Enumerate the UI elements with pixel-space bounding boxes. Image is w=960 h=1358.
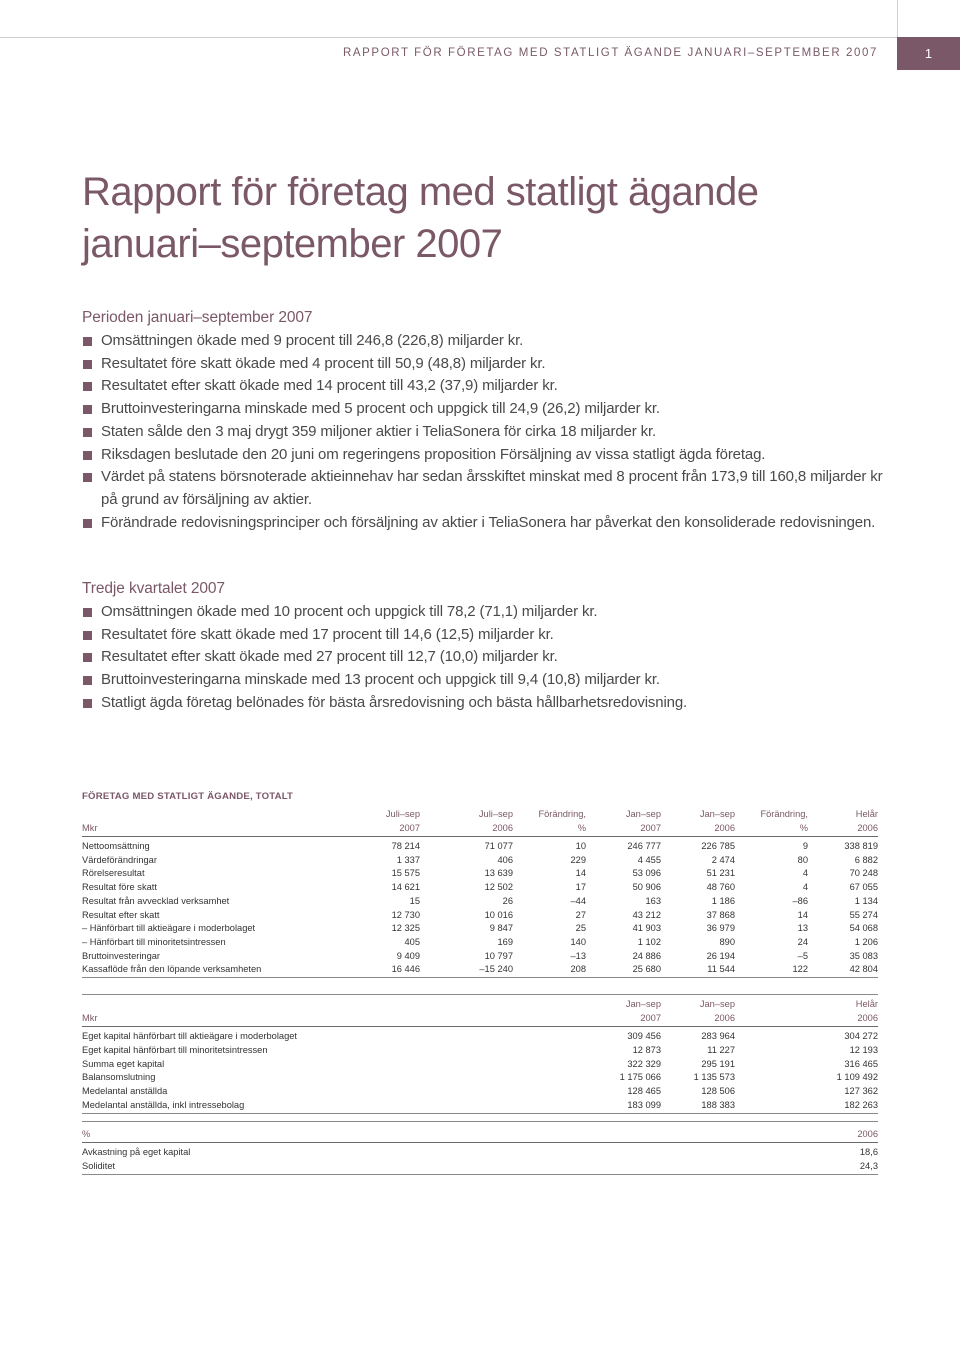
bullet-square-icon (83, 676, 92, 685)
bullet-text: Bruttoinvesteringarna minskade med 5 procent och uppgick till 24,9 (26,2) miljarder kr. (101, 400, 660, 418)
bullet-square-icon (83, 405, 92, 414)
table-cell: 12 193 (849, 1045, 878, 1055)
bullet-text: Omsättningen ökade med 10 procent och uppgick till 78,2 (71,1) miljarder kr. (101, 603, 598, 620)
bullet-text: Förändrade redovisningsprinciper och försäljning av aktier i TeliaSonera har påverkat den konsoliderade redovisningen. (101, 513, 876, 531)
table-cell: 1 102 (637, 936, 661, 947)
table-cell: 1 186 (711, 895, 735, 906)
table-cell: 11 227 (707, 1045, 735, 1055)
table-header-row (82, 1012, 878, 1027)
table-cell: 17 (575, 882, 586, 893)
bullet-square-icon (83, 337, 92, 346)
table-cell: 12 873 (632, 1045, 661, 1055)
quarter-section (82, 580, 902, 715)
table-row (82, 1085, 878, 1099)
table-cell: 70 248 (849, 868, 878, 879)
table-cell: 9 (802, 841, 808, 851)
table-cell: 122 (735, 963, 808, 977)
table-cell: 35 083 (849, 950, 878, 961)
table-cell: 25 680 (586, 963, 661, 977)
page-title-line1: Rapport för företag med statligt ägande (82, 170, 759, 214)
table-cell: –13 (570, 950, 586, 961)
table-cell: 15 (409, 895, 420, 906)
table-cell: % (513, 822, 586, 837)
table-cell: 309 456 (627, 1031, 661, 1042)
table-cell: 316 465 (844, 1058, 878, 1069)
table-cell: 43 212 (632, 909, 661, 920)
table-cell: 10 797 (484, 950, 513, 961)
table-cell: 246 777 (627, 841, 661, 851)
table-cell: 51 231 (706, 868, 735, 879)
bullet-square-icon (83, 653, 92, 662)
row-label: Medelantal anställda (82, 1086, 168, 1097)
bullet-item (82, 375, 902, 398)
table-cell: 15 575 (391, 868, 420, 879)
table-cell: 890 (719, 936, 735, 947)
table-cell: 188 383 (661, 1099, 735, 1113)
table-row (82, 836, 878, 854)
table-row (82, 1044, 878, 1058)
bullet-item (82, 512, 902, 535)
table-cell: 182 263 (735, 1099, 878, 1113)
table-cell: 80 (797, 854, 808, 865)
table-cell: 338 819 (844, 841, 878, 851)
table-cell: Förändring, (538, 809, 586, 819)
table-cell: 13 639 (484, 868, 513, 879)
row-label (82, 995, 586, 1013)
row-label: Summa eget kapital (82, 1058, 165, 1069)
table-header-row (82, 822, 878, 837)
bullet-item (82, 669, 902, 692)
table-cell: Helår (855, 809, 878, 819)
table-cell: 24 886 (632, 950, 661, 961)
bullet-square-icon (83, 699, 92, 708)
table-cell: Juli–sep (478, 809, 513, 819)
table-cell: Juli–sep (385, 809, 420, 819)
page-title (82, 166, 758, 270)
bullet-item (82, 398, 902, 421)
table-cell: 37 868 (706, 909, 735, 920)
bullet-item (82, 353, 902, 376)
bullet-text: Staten sålde den 3 maj drygt 359 miljoner aktier i TeliaSonera för cirka 18 miljarder kr. (101, 422, 656, 440)
row-label: Värdeförändringar (82, 854, 157, 865)
table-cell: 295 191 (701, 1058, 735, 1069)
row-label: – Hänförbart till aktieägare i moderbolaget (82, 923, 256, 934)
table-cell: 2006 (735, 1012, 878, 1027)
table-cell: Jan–sep (661, 995, 735, 1013)
table-cell: 406 (497, 854, 513, 865)
table-cell: 71 077 (484, 841, 513, 851)
table-row (82, 867, 878, 881)
row-label: % (82, 1122, 782, 1143)
row-label: – Hänförbart till minoritetsintressen (82, 936, 226, 947)
bullet-square-icon (83, 608, 92, 617)
table-cell: 26 194 (706, 950, 735, 961)
row-label: Mkr (82, 822, 327, 837)
bullet-text: Resultatet efter skatt ökade med 27 procent till 12,7 (10,0) miljarder kr. (101, 648, 558, 666)
table-cell: 13 (797, 923, 808, 934)
bullet-square-icon (83, 519, 92, 528)
table-row (82, 963, 878, 977)
table-row (82, 1160, 878, 1174)
period-heading: Perioden januari–september 2007 (82, 309, 313, 326)
table-cell: 163 (645, 895, 661, 906)
table-cell: 1 109 492 (836, 1072, 878, 1083)
bullet-square-icon (83, 473, 92, 482)
table-cell: 169 (497, 936, 513, 947)
row-label: Resultat före skatt (82, 882, 157, 893)
running-title: RAPPORT FÖR FÖRETAG MED STATLIGT ÄGANDE JANUARI–SEPTEMBER 2007 (342, 47, 878, 59)
table-title: FÖRETAG MED STATLIGT ÄGANDE, TOTALT (82, 791, 294, 802)
header-divider (897, 0, 898, 37)
table-cell: 67 055 (849, 882, 878, 893)
table-cell: 2006 (782, 1122, 878, 1143)
period-bullets (82, 330, 902, 534)
header-rule (0, 37, 960, 38)
quarter-heading: Tredje kvartalet 2007 (82, 580, 225, 597)
row-label: Kassaflöde från den löpande verksamheten (82, 963, 327, 977)
table-row (82, 1058, 878, 1072)
bullet-item (82, 466, 902, 511)
table-cell: 14 (797, 909, 808, 920)
balance-table (82, 994, 878, 1114)
table-cell: 9 409 (396, 950, 420, 961)
table-cell: 14 621 (391, 882, 420, 893)
table-cell: 1 337 (396, 854, 420, 865)
table-cell: –44 (570, 895, 586, 906)
table-cell: 12 502 (484, 882, 513, 893)
page-number: 1 (897, 37, 960, 70)
table-cell: 1 175 066 (619, 1072, 661, 1083)
table-cell: 25 (575, 923, 586, 934)
table-cell: 1 206 (854, 936, 878, 947)
table-cell: 2006 (661, 1012, 735, 1027)
row-label: Medelantal anställda, inkl intressebolag (82, 1099, 586, 1113)
table-cell: Jan–sep (586, 995, 661, 1013)
table-cell: 1 134 (854, 895, 878, 906)
period-section (82, 309, 902, 534)
row-label: Eget kapital hänförbart till minoritetsintressen (82, 1045, 268, 1055)
row-label: Nettoomsättning (82, 841, 150, 851)
bullet-text: Bruttoinvesteringarna minskade med 13 procent och uppgick till 9,4 (10,8) miljarder kr. (101, 671, 660, 689)
bullet-text: Statligt ägda företag belönades för bästa årsredovisning och bästa hållbarhetsredovisning. (101, 693, 688, 711)
table-row (82, 936, 878, 950)
bullet-text: Omsättningen ökade med 9 procent till 246,8 (226,8) miljarder kr. (101, 332, 524, 349)
bullet-square-icon (83, 360, 92, 369)
bullet-text: Resultatet före skatt ökade med 4 procent till 50,9 (48,8) miljarder kr. (101, 354, 546, 372)
table-cell: 10 016 (484, 909, 513, 920)
table-row (82, 922, 878, 936)
bullet-text: Resultatet före skatt ökade med 17 procent till 14,6 (12,5) miljarder kr. (101, 625, 554, 643)
table-cell: 283 964 (701, 1031, 735, 1042)
row-label: Mkr (82, 1012, 586, 1027)
table-cell: 6 882 (854, 854, 878, 865)
table-cell: 229 (570, 854, 586, 865)
table-cell: 48 760 (706, 882, 735, 893)
table-cell: 11 544 (661, 963, 735, 977)
table-cell: 2007 (586, 822, 661, 837)
row-label: Resultat efter skatt (82, 909, 160, 920)
table-row (82, 1071, 878, 1085)
table-cell: 4 (802, 868, 808, 879)
table-cell: 183 099 (586, 1099, 661, 1113)
table-cell: 54 068 (849, 923, 878, 934)
table-row (82, 1099, 878, 1113)
table-cell: 36 979 (706, 923, 735, 934)
results-table (82, 808, 878, 978)
table-cell: 322 329 (627, 1058, 661, 1069)
table-cell: 304 272 (844, 1031, 878, 1042)
bullet-text: Värdet på statens börsnoterade aktieinnehav har sedan årsskiftet minskat med 8 procent från 173,9 till 160,8 miljarder kr på grund av försäljning av aktier. (101, 468, 883, 508)
ratio-table (82, 1121, 878, 1175)
table-cell: 14 (575, 868, 586, 879)
table-cell: 128 465 (627, 1086, 661, 1097)
table-cell: 128 506 (701, 1086, 735, 1097)
table-cell: Jan–sep (699, 809, 735, 819)
row-label: Soliditet (82, 1160, 782, 1174)
bullet-item (82, 601, 902, 624)
table-cell: 140 (570, 936, 586, 947)
table-cell: Helår (735, 995, 878, 1013)
table-cell: 16 446 (327, 963, 420, 977)
bullet-item (82, 624, 902, 647)
table-cell: 4 (802, 882, 808, 893)
table-cell: –86 (792, 895, 808, 906)
table-cell: % (735, 822, 808, 837)
table-row (82, 950, 878, 964)
table-cell: 12 730 (391, 909, 420, 920)
table-cell: 2006 (808, 822, 878, 837)
table-row (82, 1143, 878, 1161)
table-cell: 78 214 (391, 841, 420, 851)
table-cell: –15 240 (420, 963, 513, 977)
bullet-square-icon (83, 451, 92, 460)
bullet-square-icon (83, 631, 92, 640)
table-row (82, 909, 878, 923)
table-cell: 27 (575, 909, 586, 920)
row-label: Eget kapital hänförbart till aktieägare i moderbolaget (82, 1031, 297, 1042)
table-cell: Jan–sep (625, 809, 661, 819)
table-cell: 405 (404, 936, 420, 947)
bullet-item (82, 330, 902, 353)
row-label: Rörelseresultat (82, 868, 145, 879)
bullet-square-icon (83, 382, 92, 391)
bullet-item (82, 646, 902, 669)
row-label (82, 808, 327, 822)
table-cell: 226 785 (701, 841, 735, 851)
table-cell: 127 362 (844, 1086, 878, 1097)
table-cell: 2007 (586, 1012, 661, 1027)
quarter-bullets (82, 601, 902, 715)
table-cell: 2006 (420, 822, 513, 837)
table-row (82, 1027, 878, 1045)
table-cell: 41 903 (632, 923, 661, 934)
table-cell: 55 274 (849, 909, 878, 920)
table-cell: 208 (513, 963, 586, 977)
bullet-item (82, 421, 902, 444)
table-cell: 24,3 (782, 1160, 878, 1174)
bullet-square-icon (83, 428, 92, 437)
row-label: Avkastning på eget kapital (82, 1147, 191, 1158)
page-title-line2: januari–september 2007 (82, 222, 503, 266)
table-cell: 42 804 (808, 963, 878, 977)
table-cell: 12 325 (391, 923, 420, 934)
bullet-text: Resultatet efter skatt ökade med 14 procent till 43,2 (37,9) miljarder kr. (101, 377, 558, 395)
table-header-row (82, 808, 878, 822)
table-cell: 9 847 (489, 923, 513, 934)
row-label: Balansomslutning (82, 1072, 156, 1083)
table-cell: 18,6 (859, 1147, 878, 1158)
table-cell: 26 (502, 895, 513, 906)
bullet-item (82, 444, 902, 467)
table-cell: 2006 (661, 822, 735, 837)
row-label: Resultat från avvecklad verksamhet (82, 895, 230, 906)
table-cell: 1 135 573 (693, 1072, 735, 1083)
table-cell: –5 (797, 950, 808, 961)
table-header-row (82, 1122, 878, 1143)
table-cell: Förändring, (760, 809, 808, 819)
table-row (82, 895, 878, 909)
bullet-item (82, 692, 902, 715)
table-cell: 2 474 (711, 854, 735, 865)
row-label: Bruttoinvesteringar (82, 950, 161, 961)
table-cell: 53 096 (632, 868, 661, 879)
table-row (82, 854, 878, 868)
table-cell: 10 (575, 841, 586, 851)
bullet-text: Riksdagen beslutade den 20 juni om regeringens proposition Försäljning av vissa statligt ägda företag. (101, 445, 766, 463)
table-row (82, 881, 878, 895)
table-header-row (82, 995, 878, 1013)
table-cell: 50 906 (632, 882, 661, 893)
table-cell: 24 (797, 936, 808, 947)
table-cell: 4 455 (637, 854, 661, 865)
table-cell: 2007 (327, 822, 420, 837)
